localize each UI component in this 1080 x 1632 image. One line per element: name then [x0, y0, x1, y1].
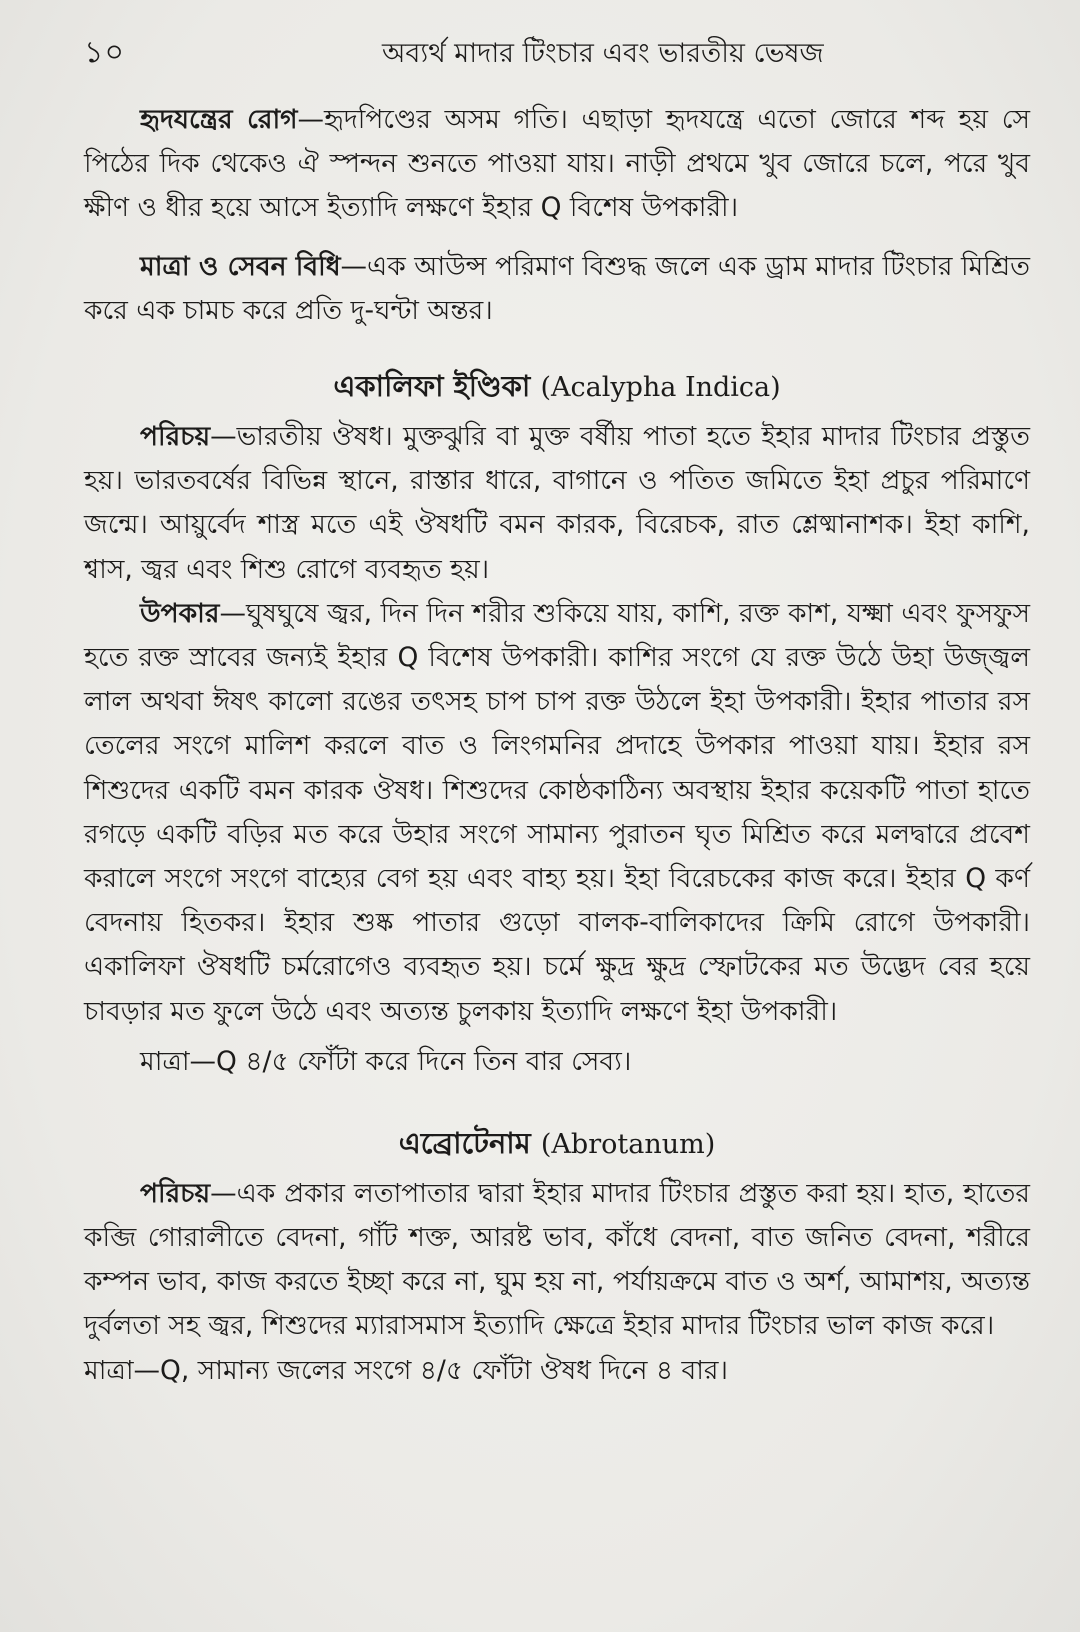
page-body: [84, 98, 1030, 1393]
abrotanum-intro-lead: পরিচয়: [140, 1177, 211, 1209]
page-number: ১০: [84, 35, 125, 70]
acalypha-dose: মাত্রা—Q ৪/৫ ফোঁটা করে দিনে তিন বার সেব্য।: [140, 1045, 632, 1077]
abrotanum-title-latin: (Abrotanum): [540, 1128, 716, 1160]
acalypha-heading: [84, 361, 1030, 413]
dosage-text: —এক আউন্স পরিমাণ বিশুদ্ধ জলে এক ড্রাম মাদার টিংচার মিশ্রিত করে এক চামচ করে প্রতি দু-ঘন্টা অন্তর।: [84, 250, 1030, 326]
heart-disease-text: —হৃদপিণ্ডের অসম গতি। এছাড়া হৃদযন্ত্রে এতো জোরে শব্দ হয় সে পিঠের দিক থেকেও ঐ স্পন্দন শুনতে পাওয়া যায়। নাড়ী প্রথমে খুব জোরে চলে, পরে খুব ক্ষীণ ও ধীর হয়ে আসে ইত্যাদি লক্ষণে ইহার Q বিশেষ উপকারী।: [84, 104, 1030, 224]
abrotanum-dose: মাত্রা—Q, সামান্য জলের সংগে ৪/৫ ফোঁটা ঔষধ দিনে ৪ বার।: [84, 1354, 728, 1386]
acalypha-benefit-lead: উপকার: [140, 597, 220, 629]
dosage-paragraph: [84, 245, 1030, 333]
acalypha-intro-lead: পরিচয়: [140, 421, 211, 453]
acalypha-benefit-text: —ঘুষঘুষে জ্বর, দিন দিন শরীর শুকিয়ে যায়, কাশি, রক্ত কাশ, যক্ষ্মা এবং ফুসফুস হতে রক্ত স্রাবের জন্যই ইহার Q বিশেষ উপকারী। কাশির সংগে যে রক্ত উঠে উহা উজ্জ্বল লাল অথবা ঈষৎ কালো রঙের তৎসহ চাপ চাপ রক্ত উঠলে ইহা উপকারী। ইহার পাতার রস তেলের সংগে মালিশ করলে বাত ও লিংগমনির প্রদাহে উপকার পাওয়া যায়। ইহার রস শিশুদের একটি বমন কারক ঔষধ। শিশুদের কোষ্ঠকাঠিন্য অবস্থায় ইহার কয়েকটি পাতা হাতে রগড়ে একটি বড়ির মত করে উহার সংগে সামান্য পুরাতন ঘৃত মিশ্রিত করে মলদ্বারে প্রবেশ করালে সংগে সংগে বাহ্যের বেগ হয় এবং বাহ্য হয়। ইহা বিরেচকের কাজ করে। ইহার Q কর্ণ বেদনায় হিতকর। ইহার শুষ্ক পাতার গুড়ো বালক-বালিকাদের ক্রিমি রোগে উপকারী। একালিফা ঔষধটি চর্মরোগেও ব্যবহৃত হয়। চর্মে ক্ষুদ্র ক্ষুদ্র স্ফোটকের মত উদ্ভেদ বের হয়ে চাবড়ার মত ফুলে উঠে এবং অত্যন্ত চুলকায় ইত্যাদি লক্ষণে ইহা উপকারী।: [84, 597, 1030, 1027]
dosage-lead: মাত্রা ও সেবন বিধি: [140, 250, 341, 282]
abrotanum-intro-paragraph: [84, 1172, 1030, 1349]
acalypha-title-bn: একালিফা ইণ্ডিকা: [333, 369, 531, 404]
acalypha-title-latin: (Acalypha Indica): [540, 372, 781, 404]
abrotanum-title-bn: এব্রোটেনাম: [398, 1125, 531, 1160]
acalypha-intro-paragraph: [84, 415, 1030, 592]
running-title: অব্যর্থ মাদার টিংচার এবং ভারতীয় ভেষজ: [382, 38, 824, 69]
heart-disease-paragraph: [84, 98, 1030, 231]
heart-disease-lead: হৃদযন্ত্রের রোগ: [140, 104, 298, 135]
abrotanum-heading: [84, 1118, 1030, 1170]
abrotanum-intro-text: —এক প্রকার লতাপাতার দ্বারা ইহার মাদার টিংচার প্রস্তুত করা হয়। হাত, হাতের কব্জি গোরালীতে বেদনা, গাঁট শক্ত, আরষ্ট ভাব, কাঁধে বেদনা, বাত জনিত বেদনা, শরীরে কম্পন ভাব, কাজ করতে ইচ্ছা করে না, ঘুম হয় না, পর্যায়ক্রমে বাত ও অর্শ, আমাশয়, অত্যন্ত দুর্বলতা সহ জ্বর, শিশুদের ম্যারাসমাস ইত্যাদি ক্ষেত্রে ইহার মাদার টিংচার ভাল কাজ করে।: [84, 1177, 1030, 1342]
acalypha-intro-text: —ভারতীয় ঔষধ। মুক্তঝুরি বা মুক্ত বর্ষীয় পাতা হতে ইহার মাদার টিংচার প্রস্তুত হয়। ভারতবর্ষের বিভিন্ন স্থানে, রাস্তার ধারে, বাগানে ও পতিত জমিতে ইহা প্রচুর পরিমাণে জন্মে। আয়ুর্বেদ শাস্ত্র মতে এই ঔষধটি বমন কারক, বিরেচক, রাত শ্লেষ্মানাশক। ইহা কাশি, শ্বাস, জ্বর এবং শিশু রোগে ব্যবহৃত হয়।: [84, 421, 1030, 585]
page-header: [84, 28, 1030, 88]
acalypha-benefit-paragraph: [84, 592, 1030, 1034]
